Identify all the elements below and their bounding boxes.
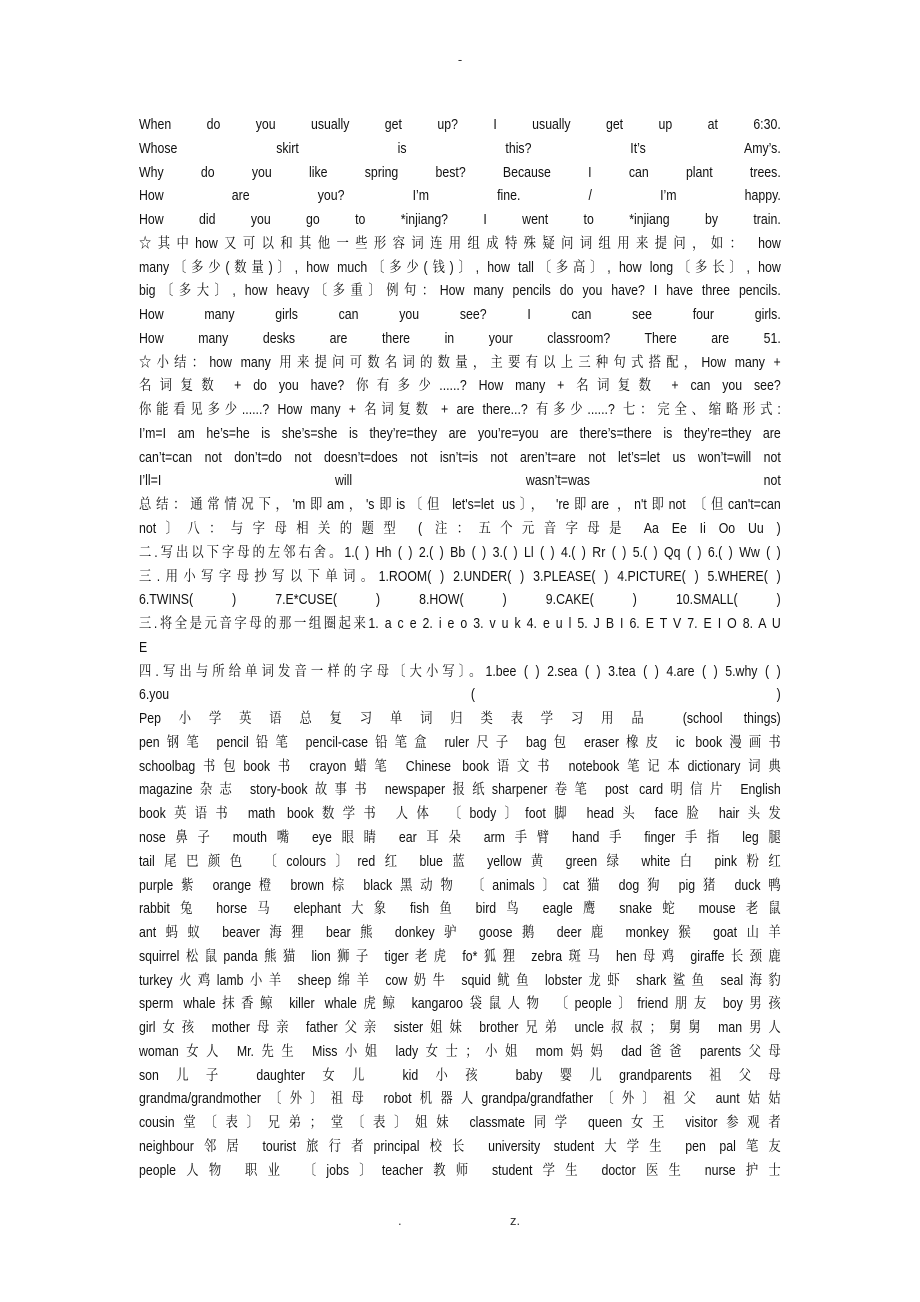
text-line: grandma/grandmother〔外〕祖母 robot机器人grandpa/grandfather〔外〕祖父 aunt姑姑 [139,1091,781,1108]
text-line: 总结：通常情况下，'m即am，'s即is〔但 let's=let us〕， 're即are ，n't即not 〔但can't=can [139,497,781,514]
text-line: book英语书 math book数学书 人体 〔body〕foot脚 head头 face脸 hair头发 [139,806,781,823]
text-line: many〔多少(数量)〕, how much〔多少(钱)〕, how tall〔多高〕, how long〔多长〕, how [139,259,781,276]
text-line: I’m=I am he’s=he is she’s=she is they’re=they are you’re=you are there’s=there is they’re=they are [139,425,781,442]
text-line: neighbour邻居 tourist旅行者principal校长 university student大学生 pen pal笔友 [139,1138,781,1155]
text-line: ☆其中how又可以和其他一些形容词连用组成特殊疑问词组用来提问，如： how [139,235,781,252]
text-line: 6.TWINS( ) 7.E*CUSE( ) 8.HOW( ) 9.CAKE( ) 10.SMALL( ) [139,592,781,609]
text-line: I’ll=I will wasn’t=was not [139,473,781,490]
text-line: 四.写出与所给单词发音一样的字母〔大小写〕。1.bee ( ) 2.sea ( ) 3.tea ( ) 4.are ( ) 5.why ( ) [139,663,781,680]
text-line: How many girls can you see? I can see four girls. [139,307,781,324]
text-line: tail尾巴颜色 〔colours〕red红 blue蓝 yellow黄 green绿 white白 pink粉红 [139,853,781,870]
page-header-mark: - [457,52,463,67]
text-line: sperm whale抹香鲸 killer whale虎鲸 kangaroo袋鼠人物 〔people〕friend朋友 boy男孩 [139,996,781,1013]
text-line: not〕八：与字母相关的题型 ( 注：五个元音字母是 Aa Ee Ii Oo Uu ) [139,521,781,538]
text-line: big〔多大〕, how heavy〔多重〕例句：How many pencils do you have? I have three pencils. [139,283,781,300]
text-line: When do you usually get up? I usually get up at 6:30. [139,117,781,133]
text-line: ☆小结：how many 用来提问可数名词的数量，主要有以上三种句式搭配，How many + [139,354,781,371]
text-line: pen钢笔 pencil铅笔 pencil-case铅笔盒 ruler尺子 bag包 eraser橡皮 ic book漫画书 [139,734,781,751]
text-line: can’t=can not don’t=do not doesn’t=does not isn’t=is not aren’t=are not let’s=let us won’t=will not [139,449,781,466]
text-line: 三.用小写字母抄写以下单词。1.ROOM( ) 2.UNDER( ) 3.PLEASE( ) 4.PICTURE( ) 5.WHERE( ) [139,568,781,585]
text-line: purple紫 orange橙 brown棕 black黑动物 〔animals〕cat猫 dog狗 pig猪 duck鸭 [139,877,781,894]
text-line: cousin堂〔表〕兄弟；堂〔表〕姐妹 classmate同学 queen女王 visitor参观者 [139,1115,781,1132]
text-line: turkey火鸡lamb小羊 sheep绵羊 cow奶牛 squid鱿鱼 lobster龙虾 shark鲨鱼 seal海豹 [139,972,781,989]
text-line: nose鼻子 mouth嘴 eye眼睛 ear耳朵 arm手臂 hand手 finger手指 leg腿 [139,829,781,846]
text-line: son儿子 daughter女儿 kid小孩 baby婴儿grandparents祖父母 [139,1067,781,1084]
text-line: 三.将全是元音字母的那一组圈起来1. a c e 2. i e o 3. v u k 4. e u l 5. J B I 6. E T V 7. E I O 8. A U [139,616,781,633]
text-line: 6.you ( ) [139,687,781,704]
text-line: E [139,639,148,656]
document-body [139,114,781,1183]
text-line: girl女孩 mother母亲 father父亲 sister姐妹 brother兄弟 uncle叔叔；舅舅 man男人 [139,1020,781,1037]
text-line: How are you? I’m fine. / I’m happy. [139,188,781,205]
text-line: ant蚂蚁 beaver海狸 bear熊 donkey驴 goose鹅 deer鹿 monkey猴 goat山羊 [139,925,781,942]
text-line: Pep小学英语总复习单词归类表学习用品 (school things) [139,711,781,728]
text-line: rabbit兔 horse马 elephant大象 fish鱼 bird鸟 eagle鹰 snake蛇 mouse老鼠 [139,901,781,918]
text-line: schoolbag书包book书 crayon蜡笔 Chinese book语文书 notebook笔记本dictionary词典 [139,758,781,775]
text-line: 名词复数 + do you have? 你有多少......? How many + 名词复数 + can you see? [139,378,781,395]
text-line: 二.写出以下字母的左邻右舍。1.( ) Hh ( ) 2.( ) Bb ( ) 3.( ) Ll ( ) 4.( ) Rr ( ) 5.( ) Qq ( ) 6.( ) Ww ( ) [139,544,781,561]
text-line: magazine杂志 story-book故事书 newspaper报纸sharpener卷笔 post card明信片 English [139,782,781,799]
text-line: Whose skirt is this? It’s Amy’s. [139,140,781,157]
text-line: How did you go to *injiang? I went to *injiang by train. [139,212,781,229]
text-line: people人物 职业 〔jobs〕teacher教师 student学生 doctor医生 nurse护士 [139,1162,781,1179]
text-line: 你能看见多少......? How many + 名词复数 + are there...? 有多少......? 七：完全、缩略形式: [139,402,781,419]
text-line: woman女人 Mr.先生 Miss小姐 lady女士；小姐 mom妈妈 dad爸爸 parents父母 [139,1043,781,1060]
footer-left-mark: . [398,1213,402,1228]
text-line: squirrel松鼠panda熊猫 lion狮子 tiger老虎 fo*狐狸 zebra斑马 hen母鸡 giraffe长颈鹿 [139,948,781,965]
text-line: Why do you like spring best? Because I can plant trees. [139,164,781,181]
footer-right-mark: z. [510,1213,521,1228]
text-line: How many desks are there in your classroom? There are 51. [139,330,781,347]
